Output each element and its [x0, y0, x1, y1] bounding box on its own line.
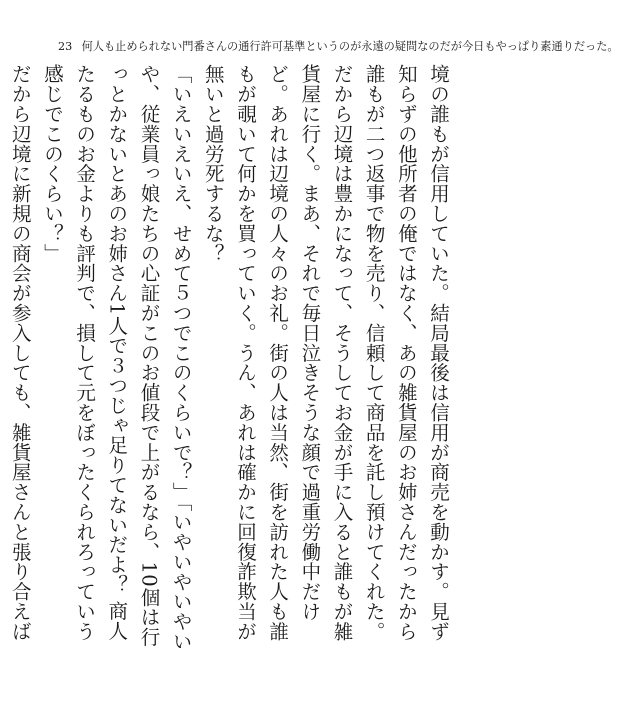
paragraph-2: だから辺境は豊かになって、そうしてお金が手に入ると誰もが雑貨屋に行く。まあ、それで毎日泣きそうな顔で過重労働中だけど。あれは辺境の人々のお礼。街の人は当然、街を訪れた人も誰もが覗いて何かを買っていく。うん、あれは確かに回復詐欺当が無いと過労死するな？ — [201, 64, 354, 642]
page-number: 23 — [58, 40, 73, 53]
paragraph-3: 「いえいえいえ、せめて５つでこのくらいで？」「いやいやいやいや、従業員っ娘たちの心証がこのお値段で上がるなら、10個は行っとかないとあのお姉さん1人で３つじゃ足りてないだよ？ 商人たるものお金よりも評判で、損して元をぼったくられろっていう感じでこのくらい？」 — [40, 64, 193, 652]
running-title: 何人も止められない門番さんの通行許可基準というのが永遠の疑問なのだが今日もやっぱり素通りだった。 — [81, 40, 619, 53]
paragraph-4: だから辺境に新規の商会が参入しても、雑貨屋さんと張り合えば — [8, 64, 32, 642]
vertical-body-text — [8, 64, 454, 660]
paragraph-1: 境の誰もが信用していた。結局最後は信用が商売を動かす。見ず知らずの他所者の俺ではなく、あの雑貨屋のお姉さんだったから誰もが二つ返事で物を売り、信頼して商品を託し預けてくれた。 — [362, 64, 450, 642]
running-header — [58, 40, 619, 54]
